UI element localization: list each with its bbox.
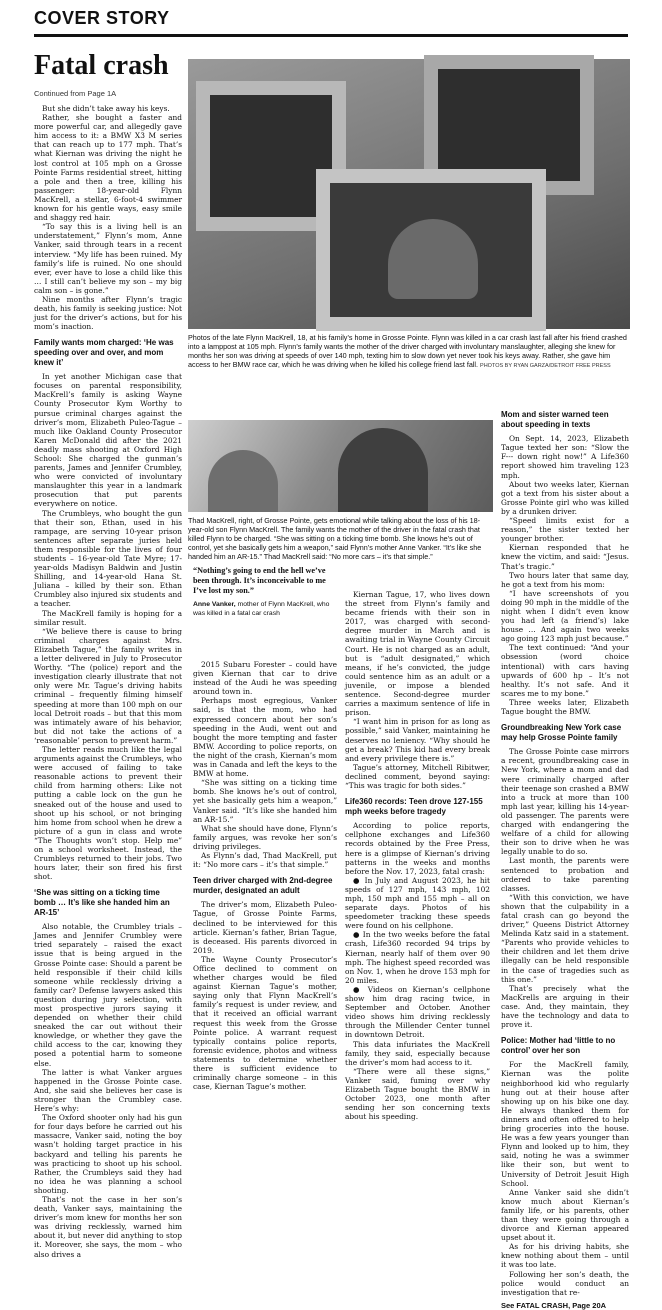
subheading: ‘She was sitting on a ticking time bomb … It’s like she handed him an AR-15’ [34,888,170,917]
paragraph: “With this conviction, we have shown that the culpability in a fatal crash can go beyond the driver,” Queens District Attorney Melinda Katz said in a statement. “Parents who provide vehicles to their children and let them drive illegally can be held responsible in the case of tragedies such as this one.” [501,892,629,984]
paragraph: Also notable, the Crumbley trials – James and Jennifer Crumbley were tried separately – raised the exact issue that is being argued in the Grosse Pointe case: Should a parent be held responsible if their child kills someone while recklessly driving a family car? Defense lawyers asked this question during jury selection, with most prospective jurors saying it depended on whether their child sneaked the car out without their knowledge, or whether they gave the child access to the car, knowing they posed a potential harm to someone else. [34,922,182,1068]
paragraph: That’s not the case in her son’s death, Vanker says, maintaining the driver’s mom knew for months her son was driving recklessly, warned him about it, but never did anything to stop it. Moreover, she says, the mom – who also drives a [34,1194,182,1259]
person-figure [208,450,278,512]
person-figure [338,428,428,512]
column-4 [501,410,629,1310]
paragraph: Last month, the parents were sentenced to probation and ordered to take parenting classes. [501,856,629,893]
pull-quote-text: “Nothing’s going to end the hell we’ve been through. It’s inconceivable to me I’ve lost my son.” [193,566,326,595]
subheading: Mom and sister warned teen about speeding in texts [501,410,609,429]
subheading: Teen driver charged with 2nd-degree murder, designated an adult [193,876,333,895]
paragraph: The text continued: “And your obsession (word choice intentional) with cars having upwards of 600 hp – It’s not healthy. It’s not safe. And it scares me to my bone.” [501,643,629,698]
subheading: Life360 records: Teen drove 127-155 mph weeks before tragedy [345,797,483,816]
paragraph: That’s precisely what the MacKrells are arguing in their case. And, they maintain, they have the technology and data to prove it. [501,983,629,1030]
paragraph: Rather, she bought a faster and more powerful car, and allegedly gave him access to it: a BMW X3 M series that can reach up to 177 mph. That’s what Kiernan was driving the night he lost control at 105 mph on a Grosse Pointe Farms residential street, hitting a pole and then a tree, killing his passenger: 18-year-old Flynn MacKrell, a stellar, 6-foot-4 swimmer known for his gentle ways, easy smile and shaggy red hair. [34,113,182,223]
photo-credit: PHOTOS BY RYAN GARZA/DETROIT FREE PRESS [480,363,611,369]
subheading: Groundbreaking New York case may help Grosse Pointe family [501,723,622,742]
column-2 [193,660,337,1194]
paragraph: ● In July and August 2023, he hit speeds of 127 mph, 143 mph, 102 mph, 150 mph and 155 mph – all on separate days. Photos of his speedometer tracking these speeds were found on his cellphone. [345,875,490,931]
pull-quote-attribution [193,601,337,618]
paragraph: About two weeks later, Kiernan got a text from his sister about a Grosse Pointe girl who was killed by a drunken driver. [501,479,629,516]
paragraph: Perhaps most egregious, Vanker said, is that the mom, who had expressed concern about her son’s speeding in the Audi, went out and bought the more tempting and faster BMW. According to police reports, on the night of the crash, Kiernan’s mom was in Canada and left the keys to the BMW at home. [193,696,337,779]
paragraph: Two hours later that same day, he got a text from his mom: [501,570,629,589]
portrait-figure [388,219,478,299]
caption-text: Photos of the late Flynn MacKrell, 18, at his family’s home in Grosse Pointe. Flynn was killed in a car crash last fall after his friend crashed into a lamppost at 105 mph. Flynn’s family wants the mother of the driver charged with involuntary manslaughter, alleging she knew for months her son was driving at speeds of over 140 mph, texting him to slow down yet never took his keys away. Rather, she gave him access to her BMW race car, which he was driving when he killed his college friend last fall. [188,333,627,369]
paragraph: Tague’s attorney, Mitchell Ribitwer, declined comment, beyond saying: “This was tragic for both sides.” [345,762,490,790]
continued-note: Continued from Page 1A [34,89,117,98]
paragraph: The Crumbleys, who bought the gun that their son, Ethan, used in his rampage, are serving 10-year prison sentences after separate juries held them responsible for the lives of four students – 16-year-old Tate Myre; 17-year-olds Madisyn Baldwin and Justin Shilling, and 14-year-old Hana St. Juliana – killed by their son. Ethan Crumbley also injured six students and a teacher. [34,508,182,609]
jump-line: See FATAL CRASH, Page 20A [501,1300,607,1310]
column-1 [34,104,182,1259]
subheading: Family wants mom charged: ‘He was speeding over and over, and mom knew it’ [34,338,174,367]
paragraph: The driver’s mom, Elizabeth Puleo-Tague, of Grosse Pointe Farms, declined to be interviewed for this article. Kiernan’s father, Brian Tague, is deceased. His parents divorced in 2019. [193,900,337,955]
paragraph: In yet another Michigan case that focuses on parental responsibility, MacKrell’s family is asking Wayne County Prosecutor Kym Worthy to pursue criminal charges against the driver’s mom, Elizabeth Puleo-Tague – much like Oakland County Prosecutor Karen McDonald did after the 2021 deadly mass shooting at Oxford High School: She charged the gunman’s parents, James and Jennifer Crumbley, who were convicted of involuntary manslaughter this year in a landmark prosecution that put parents everywhere on notice. [34,372,182,509]
paragraph: ● Videos on Kiernan’s cellphone show him drag racing twice, in September and October. Another video shows him driving recklessly through the Millender Center tunnel in downtown Detroit. [345,984,490,1040]
headline: Fatal crash [34,50,169,81]
paragraph: Kiernan Tague, 17, who lives down the street from Flynn’s family and became friends with their son in 2017, was charged with second-degree murder in March and is awaiting trial in Wayne County Circuit Court. He is not charged as an adult, but is “adult designated,” which means, if he’s convicted, the judge could sentence him as an adult or a juvenile, or impose a blended sentence. Second-degree murder carries a maximum sentence of life in prison. [345,590,490,718]
section-label: COVER STORY [34,8,170,28]
photo-caption: Thad MacKrell, right, of Grosse Pointe, gets emotional while talking about the loss of his 18-year-old son Flynn MacKrell. The family wants the mother of the driver in the fatal crash that killed Flynn to be charged. “She was sitting on a ticking time bomb. She knows he’s out of control, yet she basically gets him a weapon,” said Flynn’s mother Anne Vanker. “It’s like she handed him an AR-15.” Thad MacKrell said: “No more cars – it’s that simple.” [188,516,482,561]
paragraph: “I want him in prison for as long as possible,” said Vanker, maintaining he deserves no leniency. “Why should he get a break? This kid had every break and every privilege there is.” [345,717,490,763]
paragraph: The Wayne County Prosecutor’s Office declined to comment on whether charges would be filed against Kiernan Tague’s mother, saying only that Flynn MacKrell’s family’s request is under review, and that it received an official warrant request this week from the Grosse Pointe police. A warrant request typically contains police reports, forensic evidence, photos and witness statements to determine whether there is sufficient evidence to criminally charge someone – in this case, Kiernan Tague’s mother. [193,954,337,1092]
paragraph: Following her son’s death, the police would conduct an investigation that re- [501,1269,629,1297]
paragraph: On Sept. 14, 2023, Elizabeth Tague texted her son: “Slow the F--- down right now!” A Life360 report showed him traveling 123 mph. [501,434,629,480]
paragraph: The letter reads much like the legal arguments against the Crumbleys, who were accused of failing to take reasonable actions to prevent their child from harming others: Like not putting a cable lock on the gun he sneaked out of the house and used to shoot up his school, or not bringing him home from school when he drew a picture of a gun in class and wrote “The Thoughts won’t stop. Help me” on a school worksheet. Instead, the Crumbleys returned to their jobs. Two hours later, their son fired his first shot. [34,744,182,882]
pull-quote-name: Anne Vanker, [193,601,236,608]
paragraph: “Speed limits exist for a reason,” the sister texted her younger brother. [501,516,629,544]
paragraph: Anne Vanker said she didn’t know much about Kiernan’s family life, or his parents, other than they were going through a divorce and Kiernan appeared upset about it. [501,1187,629,1243]
paragraph: The Grosse Pointe case mirrors a recent, groundbreaking case in New York, where a mom and dad were criminally charged after their teenage son crashed a BMW into a truck at more than 100 mph last year, killing his 14-year-old passenger. The parents were charged with endangering the welfare of a child for allowing their son to drive when he was legally unable to do so. [501,747,629,857]
paragraph: ● In the two weeks before the fatal crash, Life360 recorded 94 trips by Kiernan, nearly half of them over 90 mph. The highest speed recorded was on Nov. 1, when he drove 153 mph for 20 miles. [345,930,490,985]
paragraph: “We believe there is cause to bring criminal charges against Mrs. Elizabeth Tague,” the family writes in a letter delivered in July to Prosecutor Worthy. “The (police) report and the investigation clearly illustrate that not only were Mr. Tague’s driving habits criminal – frequently filming himself speeding at more than 100 mph on our local Detroit roads – but that this mom was intimately aware of his behavior, but did not take the actions of a ‘reasonable’ person to prevent harm.” [34,626,182,745]
column-3 [345,590,490,1194]
paragraph: According to police reports, cellphone exchanges and Life360 records obtained by the Free Press, here is a glimpse of Kiernan’s driving patterns in the weeks and months before the Nov. 17, 2023, fatal crash: [345,821,490,876]
paragraph: The latter is what Vanker argues happened in the Grosse Pointe case. And, she said she believes her case is stronger than the Crumbley case. Here’s why: [34,1067,182,1114]
pull-quote-role: mother of Flynn MacKrell, who was killed in a fatal car crash [193,601,330,617]
paragraph: Three weeks later, Elizabeth Tague bought the BMW. [501,697,629,716]
paragraph: Kiernan responded that he knew the victim, and said: “Jesus. That’s tragic.” [501,543,629,571]
top-rule [34,34,628,37]
paragraph: “There were all these signs,” Vanker said, fuming over why Elizabeth Tague bought the BMW in October 2023, one month after sending her son concerning texts about his speeding. [345,1066,490,1122]
paragraph: 2015 Subaru Forester – could have given Kiernan that car to drive instead of the Audi he was speeding around town in. [193,660,337,697]
paragraph: This data infuriates the MacKrell family, they said, especially because the driver’s mom had access to it. [345,1039,490,1067]
paragraph: As Flynn’s dad, Thad MacKrell, put it: “No more cars – it’s that simple.” [193,850,337,870]
paragraph: Nine months after Flynn’s tragic death, his family is seeking justice: Not just for the driver’s actions, but for his mom’s inaction. [34,294,182,332]
paragraph: “She was sitting on a ticking time bomb. She knows he’s out of control, yet she basically gets him a weapon,” Vanker said. “It’s like she handed him an AR-15.” [193,778,337,824]
photo-caption [188,333,630,371]
paragraph: The Oxford shooter only had his gun for four days before he carried out his massacre, Vanker said, noting the boy wasn’t holding target practice in his backyard and telling his parents he was practicing to shoot up his school. Rather, the Crumbleys said they had no idea he was planning a school shooting. [34,1113,182,1195]
paragraph: “To say this is a living hell is an understatement,” Flynn’s mom, Anne Vanker, said through tears in a recent interview. “My life has been ruined. My family’s life is ruined. No one should ever, ever have to lose a child like this … I still can’t believe my son – my big calm son – is gone.” [34,222,182,295]
paragraph: The MacKrell family is hoping for a similar result. [34,608,182,627]
photo-thad-mackrell [188,420,493,512]
paragraph: For the MacKrell family, Kiernan was the polite neighborhood kid who regularly hung out at their house after showing up on his bike one day. He always thanked them for dinners and often offered to help bring groceries into the house. He was a few years younger than Flynn and looked up to him, they said, noting he was a swimmer like their son, but went to University of Detroit Jesuit High School. [501,1060,629,1188]
photo-framed-portraits [188,59,630,329]
paragraph: As for his driving habits, she knew nothing about them – until it was too late. [501,1242,629,1270]
paragraph: But she didn’t take away his keys. [42,104,170,113]
paragraph: “I have screenshots of you doing 90 mph in the middle of the night when I didn’t even know you had left (a friend’s) lake house … And again two weeks ago going 123 mph just because.” [501,588,629,644]
paragraph: What she should have done, Flynn’s family argues, was revoke her son’s driving privileges. [193,823,337,851]
subheading: Police: Mother had ‘little to no control’ over her son [501,1036,616,1055]
